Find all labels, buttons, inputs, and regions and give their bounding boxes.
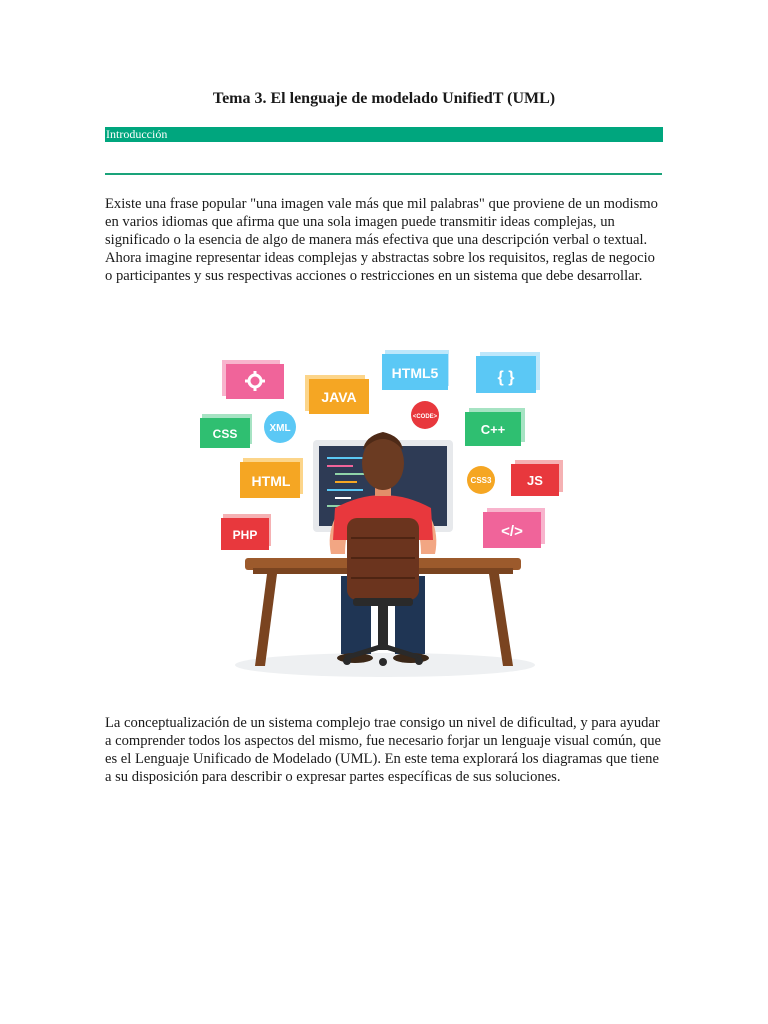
code-label: <CODE> bbox=[412, 414, 438, 420]
cpp-label: C++ bbox=[480, 422, 506, 437]
xml-label: XML bbox=[269, 423, 291, 434]
html5-card bbox=[382, 350, 449, 390]
html-tag-card bbox=[483, 508, 545, 548]
html-card bbox=[240, 458, 303, 498]
java-label: JAVA bbox=[321, 389, 357, 405]
gear-card bbox=[222, 360, 284, 399]
js-label: JS bbox=[527, 473, 543, 488]
css3-circle bbox=[467, 466, 495, 494]
java-card bbox=[305, 375, 369, 414]
css3-label: CSS3 bbox=[470, 476, 492, 485]
php-card bbox=[221, 514, 271, 550]
intro-paragraph: Existe una frase popular "una imagen vale más que mil palabras" que proviene de un modismo en varios idiomas que afirma que una sola imagen puede transmitir ideas complejas, un significado o la esencia de algo de manera más efectiva que una descripción verbal o textual. Ahora imagine representar ideas complejas y abstractas sobre los requisitos, reglas de negocio o participantes y sus respectivas acciones o restricciones en un sistema que debe desarrollar. bbox=[105, 196, 658, 284]
css-card bbox=[200, 414, 252, 448]
js-card bbox=[511, 460, 563, 496]
php-label: PHP bbox=[232, 528, 258, 542]
html5-label: HTML5 bbox=[391, 365, 439, 381]
section-divider bbox=[105, 173, 662, 175]
css-label: CSS bbox=[212, 427, 238, 441]
cpp-card bbox=[465, 408, 525, 446]
page-title: Tema 3. El lenguaje de modelado UnifiedT (UML) bbox=[212, 90, 556, 107]
section-heading-bar: Introducción bbox=[105, 127, 663, 142]
code-circle bbox=[411, 401, 439, 429]
html-label: HTML bbox=[251, 473, 291, 489]
braces-label: { } bbox=[497, 369, 515, 386]
xml-circle bbox=[264, 411, 296, 443]
uml-paragraph: La conceptualización de un sistema complejo trae consigo un nivel de dificultad, y para ayudar a comprender todos los aspectos del mismo, fue necesario forjar un lenguaje visual común, que es el Lenguaje Unificado de Modelado (UML). En este tema explorará los diagramas que tiene a su disposición para describir o expresar partes específicas de sus soluciones. bbox=[105, 715, 662, 785]
developer-illustration bbox=[195, 340, 575, 685]
html-tag-label: </> bbox=[501, 523, 523, 540]
braces-card bbox=[476, 352, 540, 393]
